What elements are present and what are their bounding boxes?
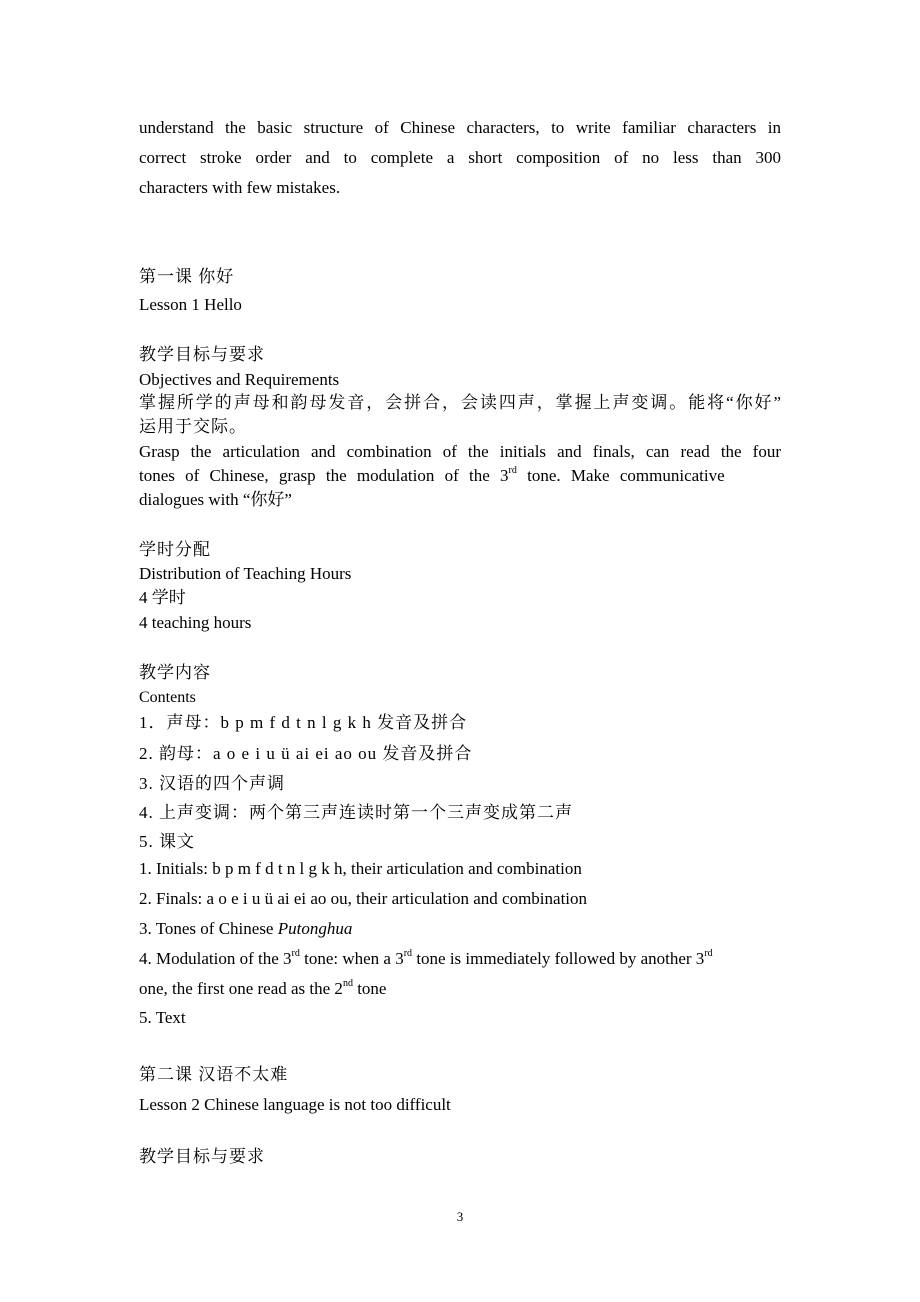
- lesson1-hours-heading-cn: 学时分配: [139, 540, 211, 559]
- lesson1-objectives-heading-cn: 教学目标与要求: [139, 345, 265, 364]
- list-item-text: 3. Tones of Chinese: [139, 919, 278, 938]
- intro-line-3: characters with few mistakes.: [139, 178, 341, 197]
- ordinal-superscript: rd: [403, 948, 413, 960]
- lesson1-hours-value-en: 4 teaching hours: [139, 613, 252, 632]
- list-item-text: 4. Modulation of the 3: [139, 949, 292, 968]
- list-item-text: tone is immediately followed by another 3: [412, 949, 705, 968]
- lesson1-objectives-text-en-2: [139, 466, 781, 486]
- list-item-text: one, the first one read as the 2: [139, 979, 343, 998]
- list-item: 5. 课文: [139, 832, 195, 851]
- list-item: 1．声母：b p m f d t n l g k h 发音及拼合: [139, 713, 468, 732]
- lesson2-title-cn: 第二课 汉语不太难: [139, 1065, 289, 1084]
- objectives-text-part: tones of Chinese, grasp the modulation of the 3: [139, 466, 509, 485]
- lesson2-title-en: Lesson 2 Chinese language is not too difficult: [139, 1095, 451, 1114]
- list-item-continuation: [139, 979, 386, 999]
- lesson1-hours-value-cn: 4 学时: [139, 588, 186, 607]
- list-item: 4. 上声变调：两个第三声连读时第一个三声变成第二声: [139, 803, 573, 822]
- lesson1-objectives-text-cn-2: 运用于交际。: [139, 417, 247, 436]
- intro-line-2: correct stroke order and to complete a short composition of no less than 300: [139, 148, 781, 167]
- list-item: [139, 949, 781, 969]
- list-item: 1. Initials: b p m f d t n l g k h, their articulation and combination: [139, 859, 582, 878]
- lesson1-objectives-heading-en: Objectives and Requirements: [139, 370, 340, 389]
- lesson1-contents-heading-cn: 教学内容: [139, 663, 211, 682]
- lesson1-title-cn: 第一课 你好: [139, 267, 235, 286]
- lesson2-objectives-heading-cn: 教学目标与要求: [139, 1147, 265, 1166]
- lesson1-hours-heading-en: Distribution of Teaching Hours: [139, 564, 352, 583]
- lesson1-objectives-text-en-3: dialogues with “你好”: [139, 490, 292, 509]
- ordinal-superscript: nd: [342, 978, 353, 990]
- page-number: 3: [456, 1209, 464, 1224]
- list-item-italic-term: Putonghua: [277, 919, 353, 938]
- ordinal-superscript: rd: [291, 948, 300, 960]
- ordinal-superscript: rd: [704, 948, 713, 960]
- lesson1-contents-heading-en: Contents: [139, 689, 196, 706]
- list-item-text: tone: when a 3: [299, 949, 404, 968]
- intro-line-1: understand the basic structure of Chinese characters, to write familiar characters in: [139, 118, 781, 137]
- list-item: 5. Text: [139, 1008, 186, 1027]
- objectives-text-part: tone. Make communicative: [516, 466, 725, 485]
- lesson1-title-en: Lesson 1 Hello: [139, 295, 242, 314]
- list-item-text: tone: [352, 979, 387, 998]
- lesson1-objectives-text-cn-1: 掌握所学的声母和韵母发音，会拼合，会读四声，掌握上声变调。能将“你好”: [139, 393, 781, 412]
- ordinal-superscript: rd: [508, 465, 517, 477]
- list-item: 2. 韵母：a o e i u ü ai ei ao ou 发音及拼合: [139, 744, 473, 763]
- lesson1-objectives-text-en-1: Grasp the articulation and combination of the initials and finals, can read the four: [139, 442, 781, 461]
- list-item: 3. 汉语的四个声调: [139, 774, 285, 793]
- list-item: [139, 919, 352, 939]
- list-item: 2. Finals: a o e i u ü ai ei ao ou, their articulation and combination: [139, 889, 588, 908]
